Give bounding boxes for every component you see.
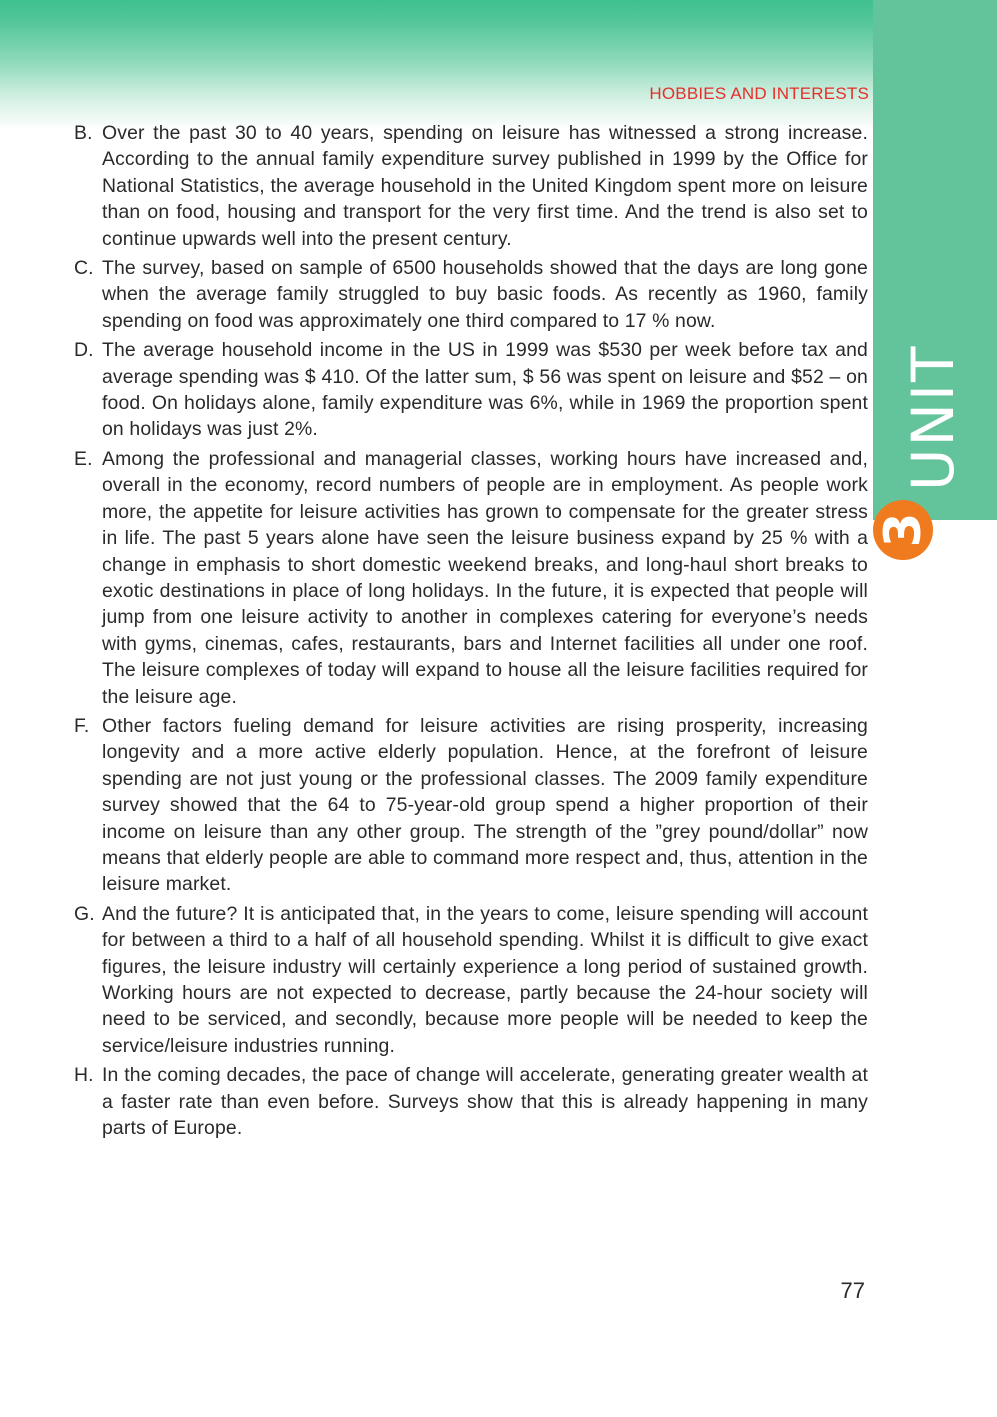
- header-band: [0, 0, 873, 130]
- paragraph-text: The survey, based on sample of 6500 households showed that the days are long gone when the average family struggled to buy basic foods. As recently as 1960, family spending on food was approximately one third compared to 17 % now.: [102, 257, 868, 332]
- paragraph-d: [74, 337, 868, 443]
- section-title: HOBBIES AND INTERESTS: [649, 84, 869, 103]
- unit-label: UNIT: [899, 344, 967, 491]
- article-body: [74, 120, 868, 1144]
- paragraph-f: [74, 713, 868, 898]
- paragraph-letter: B.: [74, 122, 93, 144]
- unit-number: 3: [874, 512, 932, 548]
- page-number: 77: [840, 1278, 865, 1303]
- paragraph-letter: E.: [74, 447, 93, 470]
- paragraph-letter: G.: [74, 902, 95, 925]
- paragraph-b: [74, 120, 868, 252]
- paragraph-e: [74, 446, 868, 710]
- unit-number-badge: [873, 500, 933, 560]
- paragraph-text: Among the professional and managerial classes, working hours have increased and, overall in the economy, record numbers of people are in employment. As people work more, the appetite for leisure activities has grown to compensate for the greater stress in life. The past 5 years alone have seen the leisure business expand by 25 % with a change in emphasis to short domestic weekend breaks, and long-haul short breaks to exotic destinations in place of long holidays. In the future, it is expected that people will jump from one leisure activity to another in complexes catering for everyone’s needs with gyms, cinemas, cafes, restaurants, bars and Internet facilities all under one roof. The leisure complexes of today will expand to house all the leisure facilities required for the leisure age.: [102, 447, 868, 708]
- paragraph-letter: D.: [74, 339, 94, 362]
- paragraph-text: Other factors fueling demand for leisure activities are rising prosperity, increasing longevity and a more active elderly population. Hence, at the forefront of leisure spending are not just young or the professional classes. The 2009 family expenditure survey showed that the 64 to 75-year-old group spend a higher proportion of their income on leisure than any other group. The strength of the ”grey pound/dollar” now means that elderly people are able to command more respect and, thus, attention in the leisure market.: [102, 714, 868, 896]
- paragraph-g: [74, 901, 868, 1059]
- paragraph-letter: C.: [74, 257, 94, 280]
- paragraph-h: [74, 1062, 868, 1141]
- paragraph-text: And the future? It is anticipated that, in the years to come, leisure spending will account for between a third to a half of all household spending. Whilst it is difficult to give exact figures, the leisure industry will certainly experience a long period of sustained growth. Working hours are not expected to decrease, partly because the 24-hour society will need to be serviced, and secondly, because more people will be needed to keep the service/leisure industries running.: [102, 902, 868, 1057]
- paragraph-text: Over the past 30 to 40 years, spending on leisure has witnessed a strong increase. According to the annual family expenditure survey published in 1999 by the Office for National Statistics, the average household in the United Kingdom spent more on leisure than on food, housing and transport for the very first time. And the trend is also set to continue upwards well into the present century.: [102, 122, 868, 250]
- paragraph-text: The average household income in the US in 1999 was $530 per week before tax and average spending was $ 410. Of the latter sum, $ 56 was spent on leisure and $52 – on food. On holidays alone, family expenditure was 6%, while in 1969 the proportion spent on holidays was just 2%.: [102, 339, 868, 441]
- paragraph-text: In the coming decades, the pace of change will accelerate, generating greater wealth at a faster rate than even before. Surveys show that this is already happening in many parts of Europe.: [102, 1064, 868, 1140]
- paragraph-letter: H.: [74, 1064, 94, 1087]
- paragraph-c: [74, 255, 868, 334]
- paragraph-letter: F.: [74, 714, 90, 737]
